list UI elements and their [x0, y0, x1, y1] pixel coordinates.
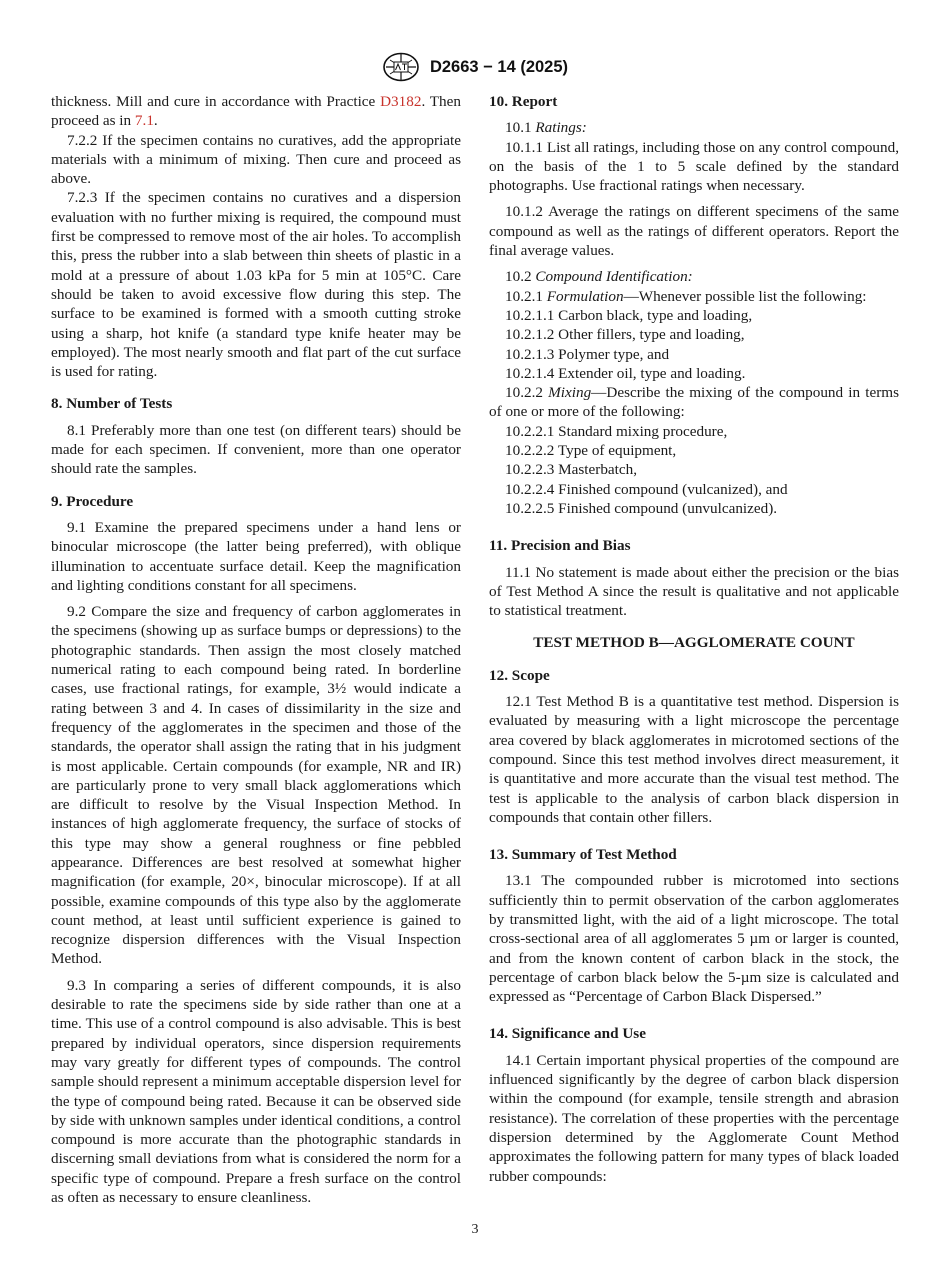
paragraph-11-1: 11.1 No statement is made about either the precision or the bias of Test Method A since the result is qualitative and not applicable to statistical treatment.	[489, 563, 899, 620]
paragraph-12-1: 12.1 Test Method B is a quantitative test method. Dispersion is evaluated by measuring with a light microscope the percentage area covered by black agglomerates in microtomed sections of the compound. Since this test method involves direct measurement, it is quantitative and more accurate than the visual test method. The test is applicable to the analysis of carbon black dispersion in compounds that contain other fillers.	[489, 693, 899, 826]
paragraph-9-3: 9.3 In comparing a series of different compounds, it is also desirable to rate the specimens side by side rather than one at a time. This use of a control compound is also advisable. This is best prepared by individual operators, since dispersion requirements may vary greatly for different types of compounds. The control sample should represent a minimum acceptable dispersion level for the type of compound being rated. Because it can be observed side by side with unknown samples under identical conditions, a control compound is more accurate than the photographic standards in discerning small deviations from what is considered the norm for a specific type of compound. Prepare a fresh surface on the control as often as necessary to ensure cleanliness.	[51, 976, 461, 1207]
page-header	[0, 52, 950, 82]
section-heading-11: 11. Precision and Bias	[489, 537, 631, 555]
section-heading-13: 13. Summary of Test Method	[489, 846, 677, 864]
list-item: 10.2.1.4 Extender oil, type and loading.	[505, 364, 746, 382]
paragraph-10-2: 10.2 Compound Identification:	[505, 268, 693, 286]
d3182-link[interactable]: D3182	[380, 93, 422, 110]
paragraph-10-1: 10.1 Ratings:	[505, 119, 587, 137]
astm-logo-icon	[382, 52, 420, 82]
section-heading-14: 14. Significance and Use	[489, 1025, 646, 1043]
paragraph-14-1: 14.1 Certain important physical properties of the compound are influenced significantly by the degree of carbon black dispersion within the compound (for example, tensile strength and abrasion resistance). The correlation of these properties with the percentage dispersion determined by the Agglomerate Count Method approximates the following pattern for many types of black loaded rubber compounds:	[489, 1051, 899, 1185]
paragraph-9-1: 9.1 Examine the prepared specimens under a hand lens or binocular microscope (the latter being preferred), with oblique illumination to accentuate surface detail. Keep the magnification and lighting conditions constant for all specimens.	[51, 518, 461, 594]
paragraph-7-2-2: 7.2.2 If the specimen contains no curatives, add the appropriate materials with a minimum of mixing. Then cure and proceed as above.	[51, 131, 461, 188]
section-heading-9: 9. Procedure	[51, 492, 134, 510]
paragraph-8-1: 8.1 Preferably more than one test (on different tears) should be made for each specimen. If convenient, more than one operator should rate the samples.	[51, 421, 461, 478]
paragraph-10-2-1: 10.2.1 Formulation—Whenever possible list the following:	[505, 287, 867, 305]
paragraph-10-1-1: 10.1.1 List all ratings, including those on any control compound, on the basis of the 1 to 5 scale defined by the standard photographs. Use fractional ratings when necessary.	[489, 138, 899, 195]
list-item: 10.2.2.4 Finished compound (vulcanized), and	[505, 480, 788, 498]
paragraph-10-1-2: 10.1.2 Average the ratings on different specimens of the same compound as well as the ratings of different operators. Report the final average values.	[489, 203, 899, 260]
section-heading-10: 10. Report	[489, 93, 558, 110]
test-method-b-heading: TEST METHOD B—AGGLOMERATE COUNT	[533, 634, 855, 652]
list-item: 10.2.1.3 Polymer type, and	[505, 345, 670, 363]
section-heading-12: 12. Scope	[489, 666, 550, 684]
paragraph-10-2-2: 10.2.2 Mixing—Describe the mixing of the compound in terms of one or more of the following:	[489, 384, 899, 421]
list-item: 10.2.2.1 Standard mixing procedure,	[505, 422, 728, 440]
list-item: 10.2.2.3 Masterbatch,	[505, 461, 638, 479]
list-item: 10.2.2.5 Finished compound (unvulcanized).	[505, 499, 778, 517]
right-column	[489, 92, 899, 1186]
list-item: 10.2.1.2 Other fillers, type and loading,	[505, 326, 745, 344]
section-heading-8: 8. Number of Tests	[51, 395, 173, 413]
paragraph-7-2-3: 7.2.3 If the specimen contains no curatives and a dispersion evaluation with no further mixing is required, the compound must first be compressed to remove most of the air holes. To accomplish this, press the rubber into a slab between thin sheets of plastic in a mold at a pressure of about 1.03 kPa for 5 min at 105°C. Care should be taken to avoid excessive flow during this step. The surface to be examined is formed with a smooth cutting stroke using a sharp, hot knife (a standard type knife heater may be employed). The most nearly smooth and flat part of the cut surface is used for rating.	[51, 189, 461, 381]
page-number: 3	[471, 1222, 479, 1237]
paragraph-13-1: 13.1 The compounded rubber is microtomed into sections sufficiently thin to permit observation of the carbon agglomerates by transmitted light, with the aid of a light microscope. The total cross-sectional area of all agglomerates 5 µm or larger is counted, and from the known content of carbon black in the stock, the percentage of carbon black below the 5-µm size is calculated and expressed as “Percentage of Carbon Black Dispersed.”	[489, 872, 899, 1006]
list-item: 10.2.1.1 Carbon black, type and loading,	[505, 306, 753, 324]
document-designation: D2663 − 14 (2025)	[429, 57, 569, 76]
paragraph-9-2: 9.2 Compare the size and frequency of carbon agglomerates in the specimens (showing up as surface bumps or depressions) to the photographic standards. Then assign the most closely matched numerical rating to each compound being rated. In borderline cases, use fractional ratings, for example, 3½ would indicate a rating between 3 and 4. In cases of dissimilarity in the size and frequency of the agglomerates in the specimen and those of the standards, the operator shall assign the rating that in his judgment is most applicable. Certain compounds (for example, NR and IR) are particularly prone to very small black agglomerations which are difficult to resolve by the Visual Inspection Method. In instances of high agglomerate frequency, the surface of stocks of this type may show a general roughness or fine pebbled appearance. Differences are best resolved at somewhat higher magnification (for example, 20×, binocular microscope). If at all possible, examine compounds of this type also by the agglomerate count method, at least until sufficient experience is gained to recognize dispersion differences with the Visual Inspection Method.	[51, 603, 461, 968]
paragraph: thickness. Mill and cure in accordance with Practice D3182. Then proceed as in 7.1.	[51, 93, 461, 130]
list-item: 10.2.2.2 Type of equipment,	[505, 442, 677, 460]
section-7-1-link[interactable]: 7.1	[134, 112, 154, 130]
left-column	[51, 92, 461, 1207]
